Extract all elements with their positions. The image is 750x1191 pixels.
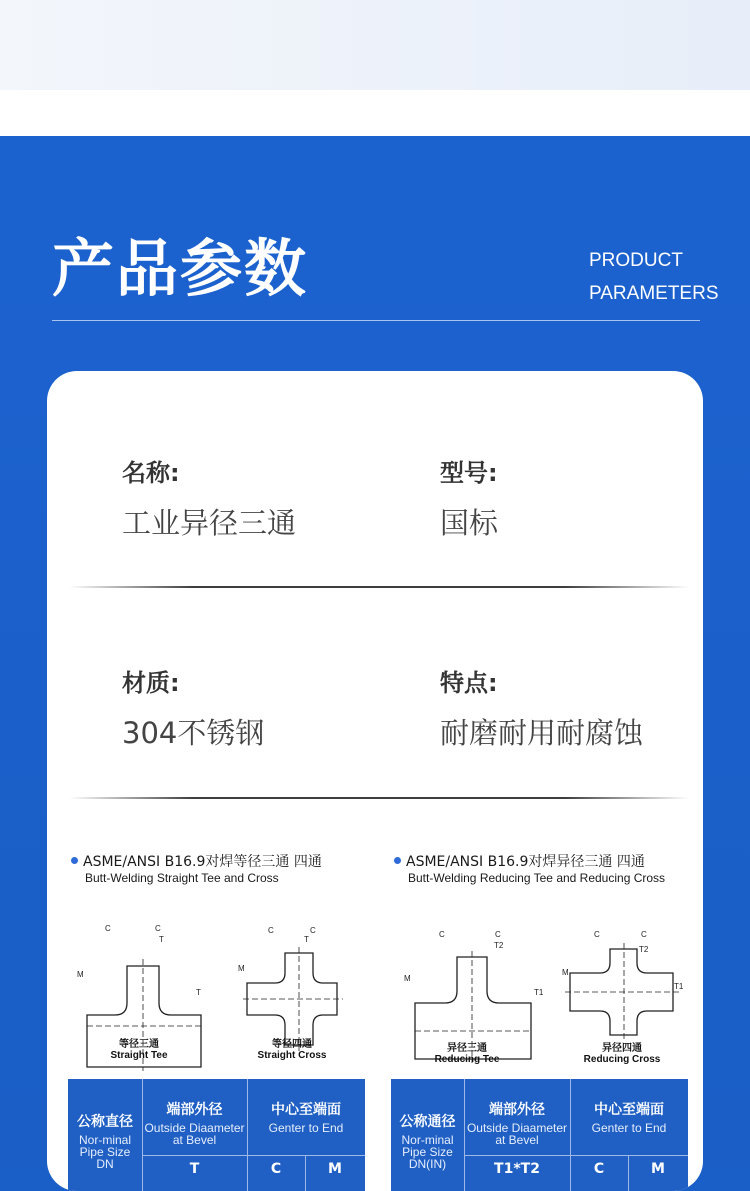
table-sub-t: T [189,1161,200,1177]
title-en-line1: PRODUCT [589,250,683,271]
dim-label-c: C [268,926,274,935]
dim-label-m: M [238,964,245,973]
spec-right-heading: ASME/ANSI B16.9对焊异径三通 四通 [394,853,645,871]
banner-gap [0,90,750,136]
dim-label-c: C [594,930,600,939]
row-divider [69,797,689,799]
dim-label-m: M [562,968,569,977]
table-header-center-to-end: 中心至端面 Genter to End [268,1102,344,1135]
straight-cross-caption: 等径四通 Straight Cross [257,1039,327,1061]
table-header-outside-diameter: 端部外径 Outside Diaameter at Bevel [466,1102,568,1147]
parameters-card [47,371,703,1191]
model-value: 国标 [440,506,499,540]
dim-label-c: C [641,930,647,939]
top-banner [0,0,750,90]
dim-label-m: M [404,974,411,983]
dim-label-t: T [159,935,164,944]
feature-value: 耐磨耐用耐腐蚀 [440,716,644,750]
title-divider [52,320,700,321]
dim-label-t2: T2 [639,945,649,954]
reducing-cross-drawing-icon [565,943,679,1041]
feature-label: 特点: [440,669,498,697]
spec-left-subheading: Butt-Welding Straight Tee and Cross [85,871,279,885]
table-sub-m: M [651,1161,665,1177]
table-sub-m: M [328,1161,342,1177]
spec-left-heading: ASME/ANSI B16.9对焊等径三通 四通 [71,853,322,871]
dim-label-m: M [77,970,84,979]
reducing-spec-table [391,1079,688,1191]
table-header-outside-diameter: 端部外径 Outside Diaameter at Bevel [144,1102,245,1147]
reducing-tee-caption: 异径三通 Reducing Tee [434,1043,500,1065]
table-sub-t1-t2: T1*T2 [494,1161,540,1177]
dim-label-c: C [439,930,445,939]
dim-label-t2: T2 [494,941,504,950]
dim-label-c: C [155,924,161,933]
section-title-english [589,244,719,310]
material-value: 304不锈钢 [122,716,265,750]
spec-right-subheading: Butt-Welding Reducing Tee and Reducing Cross [408,871,666,885]
dim-label-t: T [196,988,201,997]
name-label: 名称: [122,459,180,487]
straight-tee-caption: 等径三通 Straight Tee [110,1039,168,1061]
table-header-nominal-size: 公称直径 Nor-minal Pipe Size DN [77,1114,133,1171]
dim-label-c: C [495,930,501,939]
reducing-cross-caption: 异径四通 Reducing Cross [583,1043,661,1065]
title-en-line2: PARAMETERS [589,283,719,304]
bullet-dot-icon [71,857,78,864]
table-sub-c: C [593,1161,605,1177]
straight-cross-drawing-icon [243,947,343,1051]
section-title: 产品参数 [52,232,309,305]
dim-label-t: T [304,935,309,944]
dim-label-c: C [105,924,111,933]
bullet-dot-icon [394,857,401,864]
dim-label-t1: T1 [674,982,684,991]
table-sub-c: C [270,1161,282,1177]
table-header-nominal-bore: 公称通径 Nor-minal Pipe Size DN(IN) [399,1114,456,1171]
row-divider [69,586,689,588]
table-header-center-to-end: 中心至端面 Genter to End [591,1102,667,1135]
name-value: 工业异径三通 [122,506,297,540]
dim-label-t1: T1 [534,988,544,997]
straight-spec-table [68,1079,365,1191]
dim-label-c: C [310,926,316,935]
model-label: 型号: [440,459,498,487]
material-label: 材质: [122,669,180,697]
